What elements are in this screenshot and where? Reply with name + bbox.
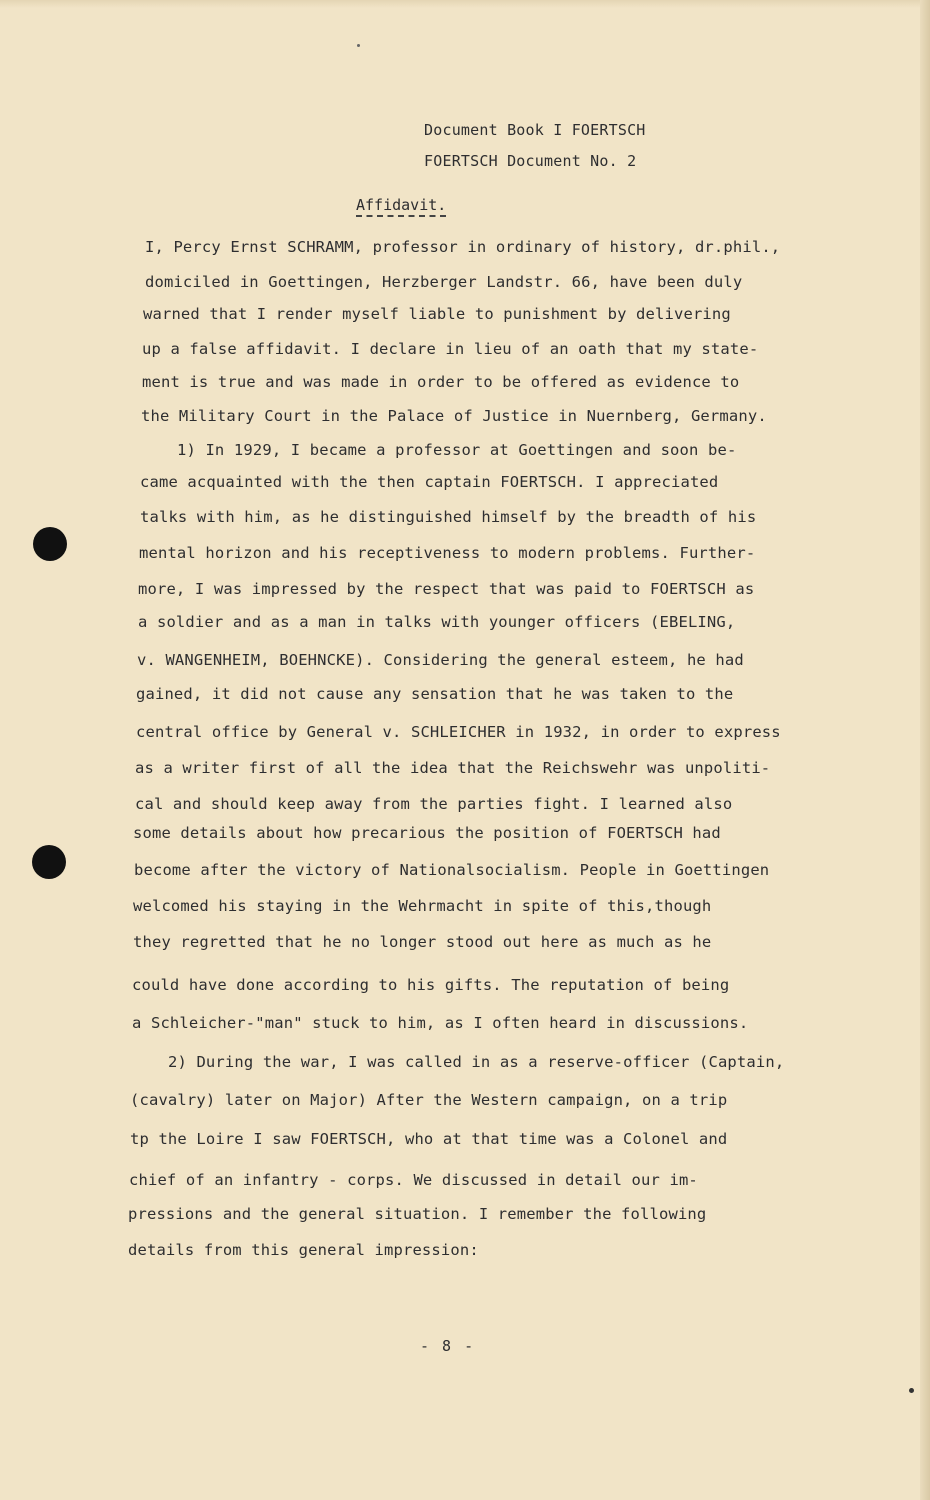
page-number: - 8 -	[420, 1337, 476, 1355]
text-line: a soldier and as a man in talks with younger officers (EBELING,	[138, 613, 736, 631]
text-line: 2) During the war, I was called in as a reserve-officer (Captain,	[168, 1053, 785, 1071]
paper-speck	[357, 44, 360, 47]
paper-speck	[909, 1388, 914, 1393]
text-line: gained, it did not cause any sensation that he was taken to the	[136, 685, 734, 703]
text-line: 1) In 1929, I became a professor at Goettingen and soon be-	[177, 441, 737, 459]
text-line: a Schleicher-"man" stuck to him, as I often heard in discussions.	[132, 1014, 749, 1032]
text-line: mental horizon and his receptiveness to modern problems. Further-	[139, 544, 756, 562]
text-line: details from this general impression:	[128, 1241, 479, 1259]
text-line: become after the victory of Nationalsocialism. People in Goettingen	[134, 861, 770, 879]
text-line: talks with him, as he distinguished himself by the breadth of his	[140, 508, 757, 526]
text-line: as a writer first of all the idea that the Reichswehr was unpoliti-	[135, 759, 771, 777]
text-line: came acquainted with the then captain FOERTSCH. I appreciated	[140, 473, 719, 491]
text-line: (cavalry) later on Major) After the Western campaign, on a trip	[130, 1091, 728, 1109]
text-line: could have done according to his gifts. The reputation of being	[132, 976, 730, 994]
text-line: chief of an infantry - corps. We discussed in detail our im-	[129, 1171, 698, 1189]
document-title: Affidavit.	[356, 196, 446, 217]
text-line: warned that I render myself liable to punishment by delivering	[143, 305, 731, 323]
text-line: some details about how precarious the position of FOERTSCH had	[133, 824, 721, 842]
paper-edge-right	[920, 0, 930, 1500]
punch-hole-lower	[32, 845, 66, 879]
text-line: domiciled in Goettingen, Herzberger Landstr. 66, have been duly	[145, 273, 743, 291]
text-line: pressions and the general situation. I remember the following	[128, 1205, 707, 1223]
text-line: tp the Loire I saw FOERTSCH, who at that time was a Colonel and	[130, 1130, 728, 1148]
text-line: up a false affidavit. I declare in lieu of an oath that my state-	[142, 340, 759, 358]
text-line: I, Percy Ernst SCHRAMM, professor in ordinary of history, dr.phil.,	[145, 238, 781, 256]
text-line: more, I was impressed by the respect that was paid to FOERTSCH as	[138, 580, 755, 598]
text-line: central office by General v. SCHLEICHER in 1932, in order to express	[136, 723, 781, 741]
paper-edge-top	[0, 0, 930, 8]
text-line: the Military Court in the Palace of Justice in Nuernberg, Germany.	[141, 407, 767, 425]
document-book-reference: Document Book I FOERTSCH	[424, 121, 646, 139]
punch-hole-upper	[33, 527, 67, 561]
text-line: cal and should keep away from the parties fight. I learned also	[135, 795, 733, 813]
text-line: ment is true and was made in order to be offered as evidence to	[142, 373, 740, 391]
text-line: welcomed his staying in the Wehrmacht in spite of this,though	[133, 897, 712, 915]
document-number: FOERTSCH Document No. 2	[424, 152, 637, 170]
text-line: they regretted that he no longer stood out here as much as he	[133, 933, 712, 951]
text-line: v. WANGENHEIM, BOEHNCKE). Considering the general esteem, he had	[137, 651, 744, 669]
